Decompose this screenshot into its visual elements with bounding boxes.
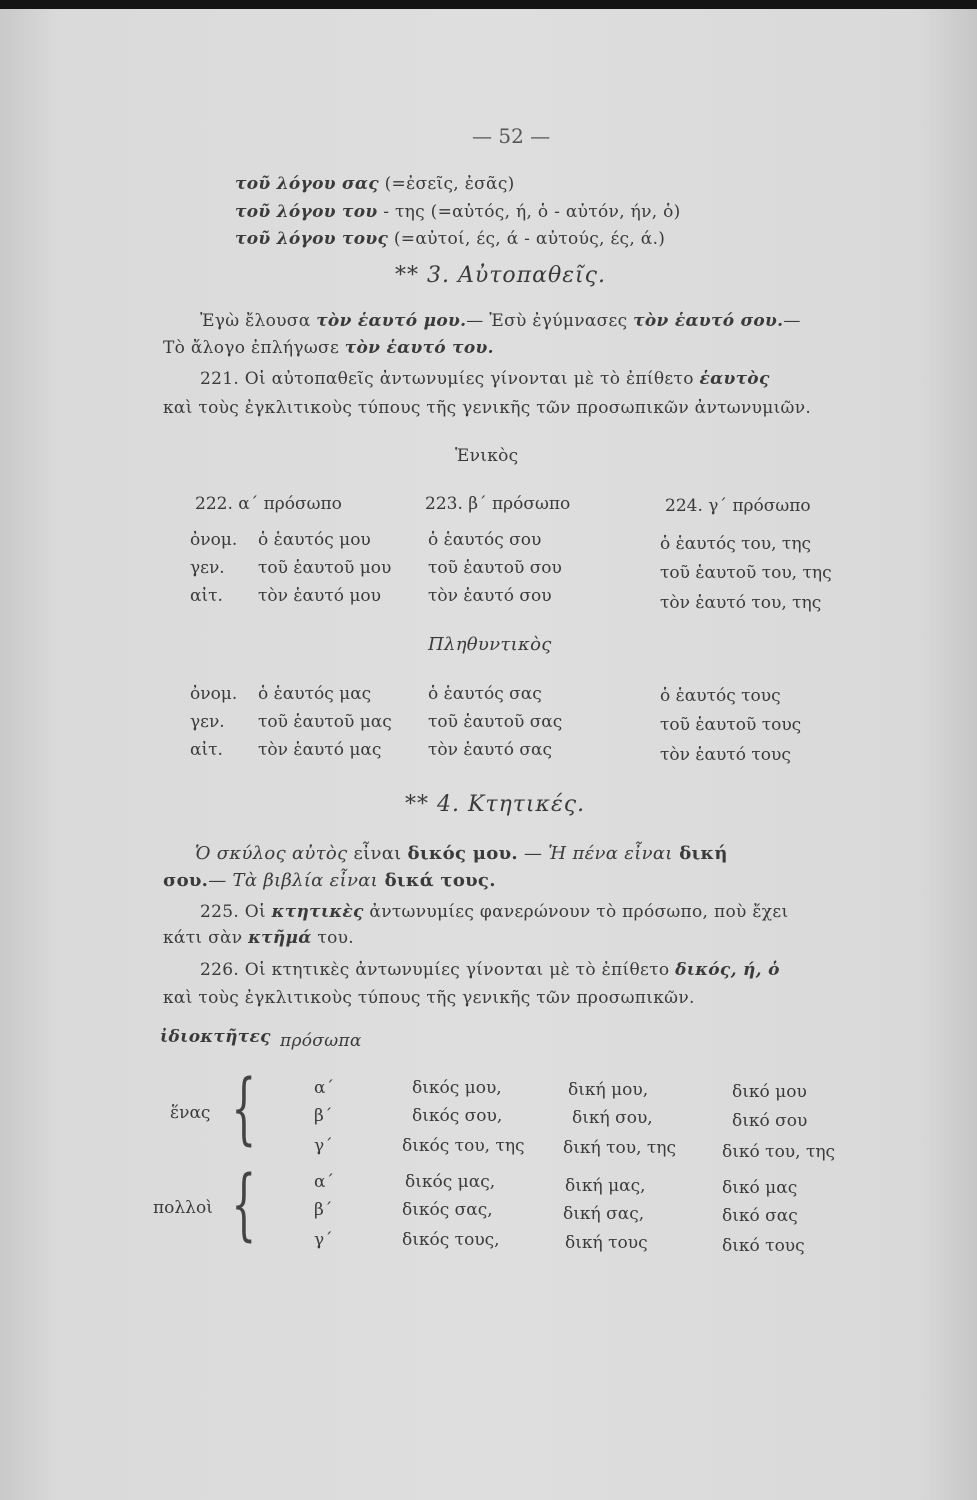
section-3-example-1: Ἐγὼ ἔλουσα τὸν ἑαυτό μου.— Ἐσὺ ἐγύμνασες τὸν ἑαυτό σου.—	[200, 311, 801, 331]
rule-225-line-1: 225. Οἱ κτητικὲς ἀντωνυμίες φανερώνουν τὸ πρόσωπο, ποὺ ἔχει	[200, 902, 789, 922]
neut-4: δικό μας	[722, 1178, 798, 1198]
neut-1: δικό μου	[732, 1082, 807, 1102]
case-label-gen: γεν.	[190, 558, 225, 578]
plur-2-gen: τοῦ ἑαυτοῦ σας	[428, 712, 563, 732]
sing-1-gen: τοῦ ἑαυτοῦ μου	[258, 558, 392, 578]
fem-4: δική μας,	[565, 1176, 646, 1196]
person-2: β΄	[314, 1106, 333, 1126]
neut-2: δικό σου	[732, 1111, 808, 1131]
intro-line-3: τοῦ λόγου τους (=αὐτοί, ές, ά - αὐτούς, ές, ά.)	[235, 229, 666, 249]
case-label-acc: αἰτ.	[190, 586, 223, 606]
header-third-person: 224. γ΄ πρόσωπο	[665, 496, 811, 516]
rule-225-line-2: κάτι σὰν κτῆμά του.	[163, 928, 354, 948]
plur-1-gen: τοῦ ἑαυτοῦ μας	[258, 712, 392, 732]
person-5: β΄	[314, 1200, 333, 1220]
case-label-nom: ὀνομ.	[190, 530, 238, 550]
sing-1-nom: ὁ ἑαυτός μου	[258, 530, 371, 550]
plural-case-label-nom: ὀνομ.	[190, 684, 238, 704]
section-3-example-2: Τὸ ἄλογο ἐπλήγωσε τὸν ἑαυτό του.	[163, 338, 494, 358]
header-owners: ἰδιοκτῆτες	[160, 1027, 271, 1047]
header-first-person: 222. α΄ πρόσωπο	[195, 494, 342, 514]
header-second-person: 223. β΄ πρόσωπο	[425, 494, 571, 514]
singular-title: Ἑνικὸς	[455, 446, 519, 466]
sing-2-nom: ὁ ἑαυτός σου	[428, 530, 542, 550]
plur-3-gen: τοῦ ἑαυτοῦ τους	[660, 715, 802, 735]
plur-1-acc: τὸν ἑαυτό μας	[258, 740, 382, 760]
sing-1-acc: τὸν ἑαυτό μου	[258, 586, 381, 606]
person-4: α΄	[314, 1172, 334, 1192]
section-3-heading: ** 3. Αὐτοπαθεῖς.	[395, 263, 606, 288]
plural-case-label-gen: γεν.	[190, 712, 225, 732]
masc-2: δικός σου,	[412, 1106, 503, 1126]
header-persons: πρόσωπα	[280, 1031, 362, 1051]
sing-2-acc: τὸν ἑαυτό σου	[428, 586, 552, 606]
masc-6: δικός τους,	[402, 1230, 500, 1250]
section-4-example-2: σου.— Τὰ βιβλία εἶναι δικά τους.	[163, 870, 496, 891]
neut-3: δικό του, της	[722, 1142, 836, 1162]
sing-2-gen: τοῦ ἑαυτοῦ σου	[428, 558, 562, 578]
fem-6: δική τους	[565, 1233, 648, 1253]
plural-case-label-acc: αἰτ.	[190, 740, 223, 760]
intro-line-1: τοῦ λόγου σας (=ἐσεῖς, ἐσᾶς)	[235, 174, 515, 194]
rule-226-line-2: καὶ τοὺς ἐγκλιτικοὺς τύπους τῆς γενικῆς τῶν προσωπικῶν.	[163, 988, 695, 1008]
masc-3: δικός του, της	[402, 1136, 525, 1156]
fem-1: δική μου,	[568, 1080, 649, 1100]
plur-2-nom: ὁ ἑαυτός σας	[428, 684, 542, 704]
plur-2-acc: τὸν ἑαυτό σας	[428, 740, 552, 760]
rule-226-line-1: 226. Οἱ κτητικὲς ἀντωνυμίες γίνονται μὲ τὸ ἐπίθετο δικός, ή, ὁ	[200, 960, 780, 980]
masc-1: δικός μου,	[412, 1078, 502, 1098]
sing-3-gen: τοῦ ἑαυτοῦ του, της	[660, 563, 832, 583]
intro-line-2: τοῦ λόγου του - της (=αὐτός, ή, ὁ - αὐτόν, ήν, ὁ)	[235, 202, 681, 222]
person-1: α΄	[314, 1078, 334, 1098]
fem-3: δική του, της	[563, 1138, 677, 1158]
rule-221-line-2: καὶ τοὺς ἐγκλιτικοὺς τύπους τῆς γενικῆς τῶν προσωπικῶν ἀντωνυμιῶν.	[163, 398, 812, 418]
section-4-example-1: Ὁ σκύλος αὐτὸς εἶναι δικός μου. — Ἡ πένα εἶναι δική	[195, 843, 728, 864]
masc-4: δικός μας,	[405, 1172, 496, 1192]
page-number: — 52 —	[472, 124, 551, 148]
fem-5: δική σας,	[563, 1204, 645, 1224]
brace-one: {	[231, 1064, 257, 1154]
plur-3-acc: τὸν ἑαυτό τους	[660, 745, 791, 765]
brace-many: {	[231, 1160, 257, 1250]
sing-3-nom: ὁ ἑαυτός του, της	[660, 534, 812, 554]
person-6: γ΄	[314, 1230, 333, 1250]
sing-3-acc: τὸν ἑαυτό του, της	[660, 593, 822, 613]
fem-2: δική σου,	[572, 1108, 653, 1128]
section-4-heading: ** 4. Κτητικές.	[405, 792, 586, 817]
scan-top-border	[0, 0, 977, 9]
person-3: γ΄	[314, 1136, 333, 1156]
neut-6: δικό τους	[722, 1236, 805, 1256]
masc-5: δικός σας,	[402, 1200, 493, 1220]
plur-3-nom: ὁ ἑαυτός τους	[660, 686, 781, 706]
neut-5: δικό σας	[722, 1206, 798, 1226]
plur-1-nom: ὁ ἑαυτός μας	[258, 684, 372, 704]
plural-title: Πληθυντικὸς	[428, 634, 552, 655]
rule-221-line-1: 221. Οἱ αὐτοπαθεῖς ἀντωνυμίες γίνονται μὲ τὸ ἐπίθετο ἑαυτὸς	[200, 369, 770, 389]
group-label-many: πολλοὶ	[153, 1198, 213, 1218]
group-label-one: ἕνας	[170, 1103, 211, 1123]
